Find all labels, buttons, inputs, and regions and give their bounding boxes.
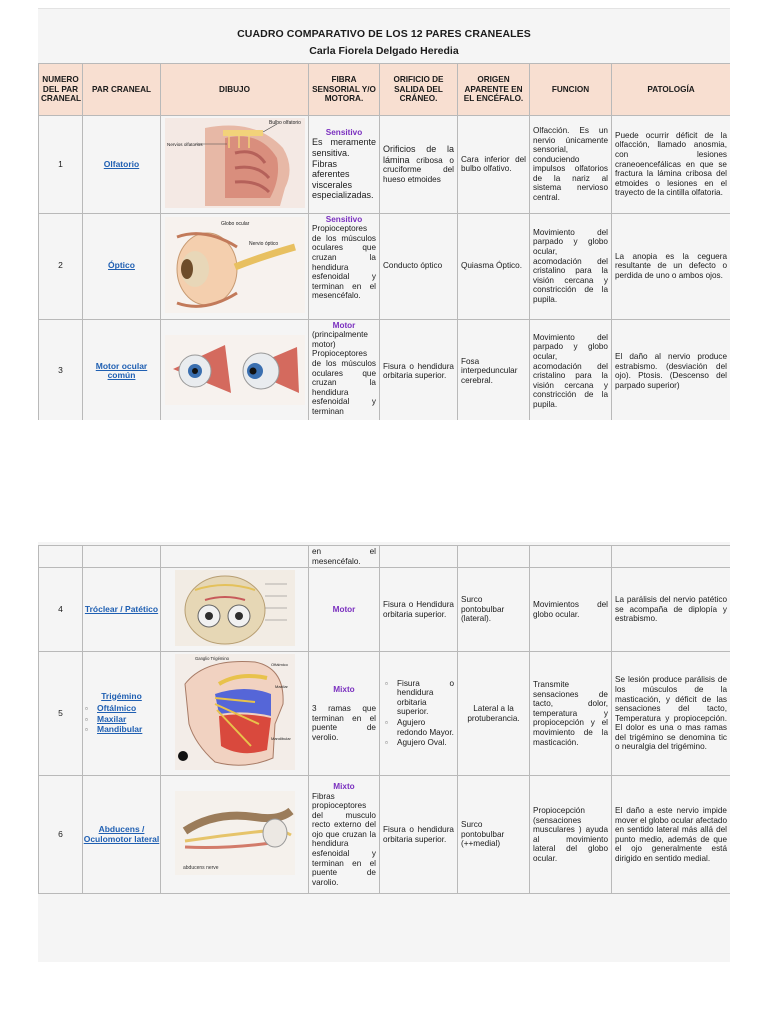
exit-item: ▫ Fisura o hendidura orbitaria superior. (383, 679, 454, 717)
trochlear-illustration (161, 568, 309, 652)
exit-text-a: Orificios de la lámina (383, 144, 454, 165)
document-page-2 (38, 542, 730, 962)
pathology-cell: La parálisis del nervio patético se acompaña de diplopía y estrabismo. (612, 568, 731, 652)
origin-cell: Fosa interpeduncular cerebral. (458, 319, 530, 420)
fiber-type: Mixto (333, 781, 355, 791)
branch-list (83, 704, 160, 735)
nerve-name-link[interactable]: Motor ocular común (83, 319, 161, 420)
nerve-name-link[interactable]: Abducens / Oculomotor lateral (83, 776, 161, 894)
document-page-1 (38, 8, 730, 420)
abducens-illustration (161, 776, 309, 894)
function-cell: Movimientos del globo ocular. (530, 568, 612, 652)
header-origen: ORIGEN APARENTE EN EL ENCÉFALO. (458, 64, 530, 116)
eye-muscles-image (165, 335, 305, 405)
branch-link[interactable]: ▫ Maxilar (83, 715, 160, 725)
pathology-cell: El daño al nervio produce estrabismo. (desviación del ojo). Ptosis. (Descenso del parpado superior) (612, 319, 731, 420)
olfactory-illustration (161, 116, 309, 214)
nasal-cavity-image (165, 118, 305, 208)
pathology-cell: El daño a este nervio impide mover el globo ocular afectado en sentido lateral más allá del punto medio, además de que el ojo generalmente está dirigido en sentido medial. (612, 776, 731, 894)
table-row-continuation (39, 546, 731, 568)
exit-cell (380, 652, 458, 776)
oculomotor-illustration (161, 319, 309, 420)
fiber-type: Mixto (333, 684, 355, 694)
fiber-type: Sensitivo (325, 214, 363, 224)
header-patologia: PATOLOGÍA (612, 64, 731, 116)
row-number: 6 (39, 776, 83, 894)
function-cell: Transmite sensaciones de tacto, dolor, temperatura y propiocepción y el movimiento de la masticación. (530, 652, 612, 776)
origin-cell: Lateral a la protuberancia. (458, 652, 530, 776)
row-number: 4 (39, 568, 83, 652)
image-label: Nervios olfatorios (166, 142, 202, 147)
cranial-nerves-table-continued (38, 545, 730, 894)
table-row (39, 652, 731, 776)
fiber-type-cell (309, 776, 380, 894)
fiber-type: Motor (309, 568, 380, 652)
fiber-text: Fibras propioceptores del musculo recto externo del ojo que cruzan la hendidura esfenoidal y terminan en el puente de varolio. (312, 791, 376, 887)
document-author: Carla Fiorela Delgado Heredia (309, 45, 459, 57)
fiber-text: 3 ramas que terminan en el puente de verolio. (312, 704, 376, 743)
branch-link[interactable]: ▫ Mandibular (83, 725, 160, 735)
exit-cell (380, 116, 458, 214)
branch-link[interactable]: ▫ Oftálmico (83, 704, 160, 714)
nerve-name-link[interactable]: Trigémino (101, 690, 142, 701)
row-number: 2 (39, 213, 83, 319)
eye-image (165, 217, 305, 313)
origin-cell: Quiasma Óptico. (458, 213, 530, 319)
table-row (39, 568, 731, 652)
exit-item: ▫ Agujero Oval. (383, 738, 454, 748)
fiber-text-continuation: en el mesencéfalo. (309, 546, 380, 568)
table-row (39, 116, 731, 214)
trigeminal-illustration (161, 652, 309, 776)
fiber-type-cell (309, 319, 380, 420)
header-num: NUMERO DEL PAR CRANEAL (39, 64, 83, 116)
cranial-nerves-table (38, 63, 730, 420)
exit-cell: Conducto óptico (380, 213, 458, 319)
exit-cell: Fisura o Hendidura orbitaria superior. (380, 568, 458, 652)
table-row (39, 319, 731, 420)
row-number: 3 (39, 319, 83, 420)
pathology-cell: Puede ocurrir déficit de la olfacción, llamado anosmia, con lesiones craneoencefálicas en que se fractura la lámina cribosa del etmoides o lesiones en el trayecto de la cintilla olfatoria. (612, 116, 731, 214)
document-title: CUADRO COMPARATIVO DE LOS 12 PARES CRANEALES (237, 28, 531, 40)
image-label: Mandibular (270, 736, 291, 742)
nerve-name-cell (83, 652, 161, 776)
optic-illustration (161, 213, 309, 319)
origin-cell: Surco pontobulbar (++medial) (458, 776, 530, 894)
function-cell: Olfacción. Es un nervio únicamente sensorial, conduciendo impulsos olfatorios de la nariz al sistema nervioso central. (530, 116, 612, 214)
image-label: Nervio óptico (248, 240, 278, 247)
image-label: Globo ocular (220, 220, 249, 227)
function-cell: Movimiento del parpado y globo ocular, acomodación del cristalino para la visión cercana y constricción de la pupila. (530, 213, 612, 319)
fiber-type: Sensitivo (325, 127, 363, 137)
table-row (39, 776, 731, 894)
nerve-name-link[interactable]: Tróclear / Patético (83, 568, 161, 652)
origin-cell: Surco pontobulbar (lateral). (458, 568, 530, 652)
fiber-type-cell (309, 213, 380, 319)
fiber-type-cell (309, 652, 380, 776)
function-cell: Propiocepción (sensaciones musculares ) ayuda al movimiento lateral del globo ocular. (530, 776, 612, 894)
header-orificio: ORIFICIO DE SALIDA DEL CRÁNEO. (380, 64, 458, 116)
exit-text-b: cribosa o cruciforme del hueso etmoides (383, 155, 454, 184)
face-nerves-image (175, 654, 295, 770)
image-label: Maxilar (274, 684, 288, 690)
pathology-cell: Se lesión produce parálisis de los músculos de la masticación, y déficit de las sensaciones del tacto, Temperatura y propiocepción. El dolor es una o mas ramas del trigémino se denomina tic o neuralgia del trigémino. (612, 652, 731, 776)
exit-item: ▫ Agujero redondo Mayor. (383, 718, 454, 737)
header-dibujo: DIBUJO (161, 64, 309, 116)
exit-cell: Fisura o hendidura orbitaria superior. (380, 776, 458, 894)
header-funcion: FUNCION (530, 64, 612, 116)
fiber-text: (principalmente motor) Propioceptores de los músculos oculares que cruzan la hendidura esfenoidal y terminan (312, 330, 376, 416)
image-label: Bulbo olfatorio (268, 120, 301, 126)
fiber-text: Propioceptores de los músculos oculares que cruzan la hendidura esfenoidal y terminan en el mesencéfalo. (312, 224, 376, 301)
function-cell: Movimiento del parpado y globo ocular, acomodación del cristalino para la visión cercana y constricción de la pupila. (530, 319, 612, 420)
table-header-row (39, 64, 731, 116)
row-number: 1 (39, 116, 83, 214)
image-label: Ganglio Trigémino (194, 656, 229, 662)
image-label: abducens nerve (182, 865, 219, 872)
skull-image (175, 570, 295, 646)
orbit-nerves-image (175, 791, 295, 875)
image-label: Oftálmico (270, 662, 288, 668)
header-fibra: FIBRA SENSORIAL Y/O MOTORA. (309, 64, 380, 116)
exit-list (383, 679, 454, 748)
fiber-type: Motor (332, 320, 356, 330)
origin-cell: Cara inferior del bulbo olfativo. (458, 116, 530, 214)
fiber-text: Es meramente sensitiva. Fibras aferentes viscerales especializadas. (312, 137, 376, 201)
pathology-cell: La anopia es la ceguera resultante de un defecto o perdida de uno o ambos ojos. (612, 213, 731, 319)
row-number: 5 (39, 652, 83, 776)
exit-cell: Fisura o hendidura orbitaria superior. (380, 319, 458, 420)
fiber-type-cell (309, 116, 380, 214)
nerve-name-link[interactable]: Olfatorio (83, 116, 161, 214)
table-row (39, 213, 731, 319)
nerve-name-link[interactable]: Óptico (83, 213, 161, 319)
header-par: PAR CRANEAL (83, 64, 161, 116)
